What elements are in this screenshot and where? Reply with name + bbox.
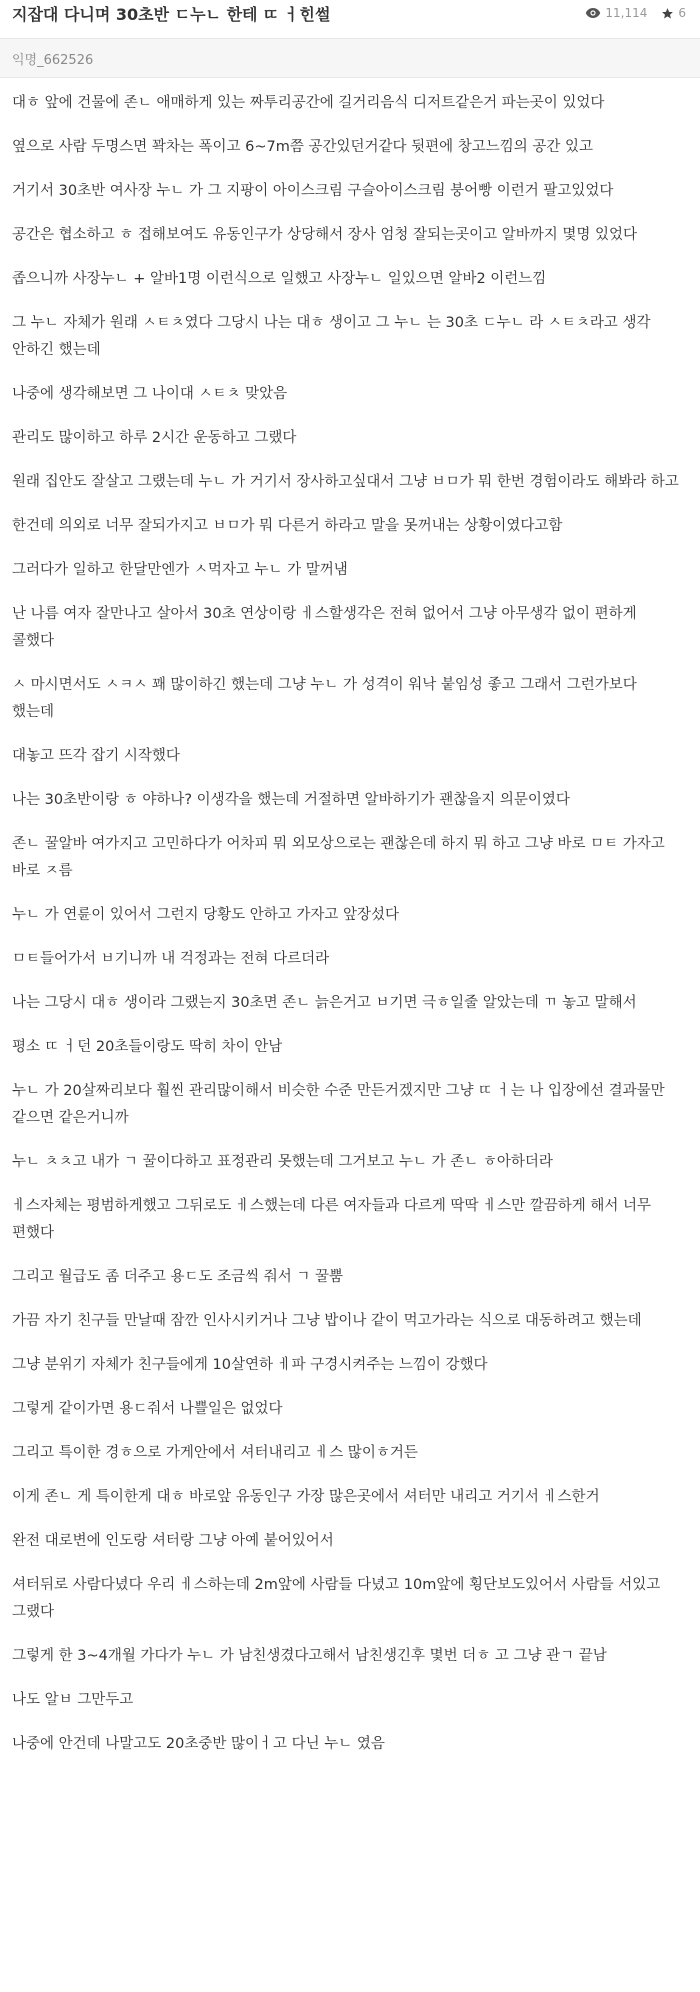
post-paragraph: 평소 ㄸ ㅓ던 20초들이랑도 딱히 차이 안남 bbox=[12, 1039, 283, 1055]
post-paragraph: 그냥 분위기 자체가 친구들에게 10살연하 ㅔ파 구경시켜주는 느낌이 강했다 bbox=[12, 1357, 488, 1373]
view-count bbox=[585, 6, 647, 20]
post-paragraph: 나중에 안건데 나말고도 20초중반 많이ㅓ고 다닌 누ㄴ 였음 bbox=[12, 1736, 385, 1752]
post-paragraph: 누ㄴ 가 연륜이 있어서 그런지 당황도 안하고 가자고 앞장섰다 bbox=[12, 907, 400, 923]
post-paragraph: 공간은 협소하고 ㅎ 접해보여도 유동인구가 상당해서 장사 엄청 잘되는곳이고 알바까지 몇명 있었다 bbox=[12, 227, 637, 243]
post-paragraph: 나도 알ㅂ 그만두고 bbox=[12, 1692, 134, 1708]
post-paragraph: 그리고 특이한 경ㅎ으로 가게안에서 셔터내리고 ㅔ스 많이ㅎ거든 bbox=[12, 1445, 418, 1461]
author-name[interactable]: 익명_662526 bbox=[12, 52, 94, 68]
post-paragraph: 누ㄴ ㅊㅊ고 내가 ㄱ 꿀이다하고 표정관리 못했는데 그거보고 누ㄴ 가 존ㄴ ㅎ아하더라 bbox=[12, 1154, 553, 1170]
post-paragraph: 그렇게 같이가면 용ㄷ줘서 나쁠일은 없었다 bbox=[12, 1401, 283, 1417]
post-title: 지잡대 다니며 30초반 ㄷ누ㄴ 한테 ㄸ ㅓ힌썰 bbox=[12, 4, 331, 24]
post-paragraph: 그 누ㄴ 자체가 원래 ㅅㅌㅊ였다 그당시 나는 대ㅎ 생이고 그 누ㄴ 는 30초 ㄷ누ㄴ 라 ㅅㅌㅊ라고 생각 안하긴 했는데 bbox=[12, 315, 651, 358]
post-paragraph: 대ㅎ 앞에 건물에 존ㄴ 애매하게 있는 짜투리공간에 길거리음식 디저트같은거 파는곳이 있었다 bbox=[12, 95, 605, 111]
post-paragraph: 그러다가 일하고 한달만엔가 ㅅ먹자고 누ㄴ 가 말꺼냄 bbox=[12, 562, 348, 578]
post-paragraph: 거기서 30초반 여사장 누ㄴ 가 그 지팡이 아이스크림 구슬아이스크림 붕어빵 이런거 팔고있었다 bbox=[12, 183, 614, 199]
post-stats bbox=[585, 6, 686, 20]
post-paragraph: 나는 그당시 대ㅎ 생이라 그랬는지 30초면 존ㄴ 늙은거고 ㅂ기면 극ㅎ일줄 알았는데 ㄲ 놓고 말해서 bbox=[12, 995, 637, 1011]
post-paragraph: 나중에 생각해보면 그 나이대 ㅅㅌㅊ 맞았음 bbox=[12, 386, 288, 402]
post-paragraph: 나는 30초반이랑 ㅎ 야하나? 이생각을 했는데 거절하면 알바하기가 괜찮을지 의문이였다 bbox=[12, 792, 570, 808]
post-paragraph: 옆으로 사람 두명스면 꽉차는 폭이고 6~7m쯤 공간있던거같다 뒷편에 창고느낌의 공간 있고 bbox=[12, 139, 594, 155]
star-count-value: 6 bbox=[678, 6, 686, 20]
star-icon bbox=[661, 7, 674, 20]
post-paragraph: 대놓고 뜨각 잡기 시작했다 bbox=[12, 748, 180, 764]
post-paragraph: 원래 집안도 잘살고 그랬는데 누ㄴ 가 거기서 장사하고싶대서 그냥 ㅂㅁ가 뭐 한번 경험이라도 해봐라 하고 bbox=[12, 474, 679, 490]
post-paragraph: 그렇게 한 3~4개월 가다가 누ㄴ 가 남친생겼다고해서 남친생긴후 몇번 더ㅎ 고 그냥 관ㄱ 끝남 bbox=[12, 1648, 607, 1664]
post-paragraph: 셔터뒤로 사람다녔다 우리 ㅔ스하는데 2m앞에 사람들 다녔고 10m앞에 횡단보도있어서 사람들 서있고 그랬다 bbox=[12, 1577, 661, 1620]
post-paragraph: 존ㄴ 꿀알바 여가지고 고민하다가 어차피 뭐 외모상으로는 괜찮은데 하지 뭐 하고 그냥 바로 ㅁㅌ 가자고 바로 ㅈ름 bbox=[12, 836, 665, 879]
star-count bbox=[661, 6, 686, 20]
post-paragraph: ㅔ스자체는 평범하게했고 그뒤로도 ㅔ스했는데 다른 여자들과 다르게 딱딱 ㅔ스만 깔끔하게 해서 너무 편했다 bbox=[12, 1198, 651, 1241]
post-paragraph: 한건데 의외로 너무 잘되가지고 ㅂㅁ가 뭐 다른거 하라고 말을 못꺼내는 상황이였다고함 bbox=[12, 518, 563, 534]
post-paragraph: 가끔 자기 친구들 만날때 잠깐 인사시키거나 그냥 밥이나 같이 먹고가라는 식으로 대동하려고 했는데 bbox=[12, 1313, 642, 1329]
post-paragraph: 난 나름 여자 잘만나고 살아서 30초 연상이랑 ㅔ스할생각은 전혀 없어서 그냥 아무생각 없이 편하게 콜했다 bbox=[12, 606, 637, 649]
eye-icon bbox=[585, 7, 601, 19]
post-paragraph: 이게 존ㄴ 게 특이한게 대ㅎ 바로앞 유동인구 가장 많은곳에서 셔터만 내리고 거기서 ㅔ스한거 bbox=[12, 1489, 600, 1505]
view-count-value: 11,114 bbox=[605, 6, 648, 20]
post-header bbox=[0, 0, 700, 26]
post-paragraph: 완전 대로변에 인도랑 셔터랑 그냥 아예 붙어있어서 bbox=[12, 1533, 334, 1549]
post-paragraph: ㅁㅌ들어가서 ㅂ기니까 내 걱정과는 전혀 다르더라 bbox=[12, 951, 330, 967]
author-bar bbox=[0, 38, 700, 78]
post-paragraph: 좁으니까 사장누ㄴ + 알바1명 이런식으로 일했고 사장누ㄴ 일있으면 알바2 이런느낌 bbox=[12, 271, 547, 287]
post-paragraph: ㅅ 마시면서도 ㅅㅋㅅ 꽤 많이하긴 했는데 그냥 누ㄴ 가 성격이 워낙 붙임성 좋고 그래서 그런가보다 했는데 bbox=[12, 677, 637, 720]
post-paragraph: 관리도 많이하고 하루 2시간 운동하고 그랬다 bbox=[12, 430, 297, 446]
post-body bbox=[0, 80, 700, 1775]
post-paragraph: 누ㄴ 가 20살짜리보다 훨씬 관리많이해서 비슷한 수준 만든거겠지만 그냥 ㄸ ㅓ는 나 입장에선 결과물만 같으면 같은거니까 bbox=[12, 1083, 665, 1126]
post-paragraph: 그리고 월급도 좀 더주고 용ㄷ도 조금씩 줘서 ㄱ 꿀뿜 bbox=[12, 1269, 344, 1285]
